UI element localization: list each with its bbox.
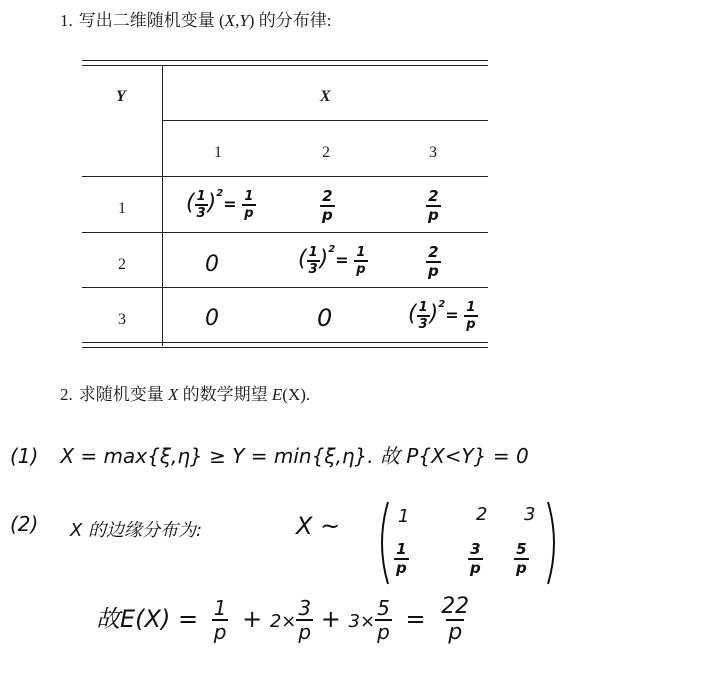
question-text-end: ) 的分布律:: [248, 11, 332, 30]
answer-part-1: [10, 440, 529, 469]
cell-2-1: 0: [205, 252, 219, 277]
table-top-rule-2: [82, 65, 488, 66]
comma: ,: [235, 11, 240, 30]
question-end: .: [305, 385, 311, 404]
right-paren: [546, 500, 560, 586]
expectation-arg: (X): [282, 385, 306, 404]
y-value: 3: [118, 311, 126, 328]
table-header-divider: [162, 66, 163, 346]
x-value: 1: [214, 144, 222, 161]
question-number: 1.: [60, 11, 73, 30]
part-1-text: X = max{ξ,η} ≥ Y = min{ξ,η}. 故 P{X<Y} = 0: [60, 444, 529, 468]
answer-part-2-label: (2): [10, 512, 39, 536]
prob-3: $\frac{5}{p}$: [516, 540, 527, 577]
var-x: X: [224, 11, 236, 30]
left-paren: [376, 500, 390, 586]
prob-1: $\frac{1}{p}$: [396, 540, 407, 577]
table-row-rule: [82, 176, 488, 177]
table-top-rule: [82, 60, 488, 61]
question-1: [60, 6, 331, 31]
term-2: $\frac{3}{p}$: [298, 596, 312, 644]
answer-part-2-intro: X 的边缘分布为:: [70, 520, 203, 541]
expectation-line: [96, 596, 471, 644]
expectation-symbol: E: [271, 385, 283, 404]
part-label: (1): [10, 444, 39, 468]
question-2: [60, 380, 310, 405]
table-row-rule: [82, 232, 488, 233]
value-1: 1: [398, 506, 410, 527]
y-value: 2: [118, 256, 126, 273]
expectation-prefix: 故E(X) =: [96, 605, 199, 633]
cell-1-1: ( $\frac{1}{3}$ )$^2$= $\frac{1}{p}$: [186, 188, 254, 221]
equals-sign: =: [405, 605, 426, 633]
table-row-rule: [82, 287, 488, 288]
plus-sign: +: [242, 605, 263, 633]
table-bottom-rule: [82, 342, 488, 343]
y-value: 1: [118, 200, 126, 217]
row-header-y: Y: [116, 88, 126, 105]
coef-2: 2×: [269, 611, 297, 632]
question-text: 写出二维随机变量 (: [78, 11, 225, 30]
x-value: 3: [429, 144, 437, 161]
term-3: $\frac{5}{p}$: [377, 596, 390, 644]
var-x: X: [168, 385, 179, 404]
cell-2-3: $\frac{2}{p}$: [428, 243, 439, 280]
question-text: 求随机变量: [78, 385, 168, 404]
cell-3-3: ( $\frac{1}{3}$ )$^2$= $\frac{1}{p}$: [408, 299, 476, 332]
cell-3-1: 0: [205, 306, 219, 331]
var-y: Y: [239, 11, 249, 30]
cell-2-2: ( $\frac{1}{3}$ )$^2$= $\frac{1}{p}$: [298, 244, 366, 277]
x-value: 2: [322, 144, 330, 161]
col-header-x: X: [320, 88, 331, 105]
question-text-mid: 的数学期望: [178, 385, 272, 404]
marginal-distribution-matrix: [376, 500, 562, 586]
marginal-distribution-lhs: X ~: [296, 512, 341, 540]
cell-1-3: $\frac{2}{p}$: [428, 187, 439, 224]
question-number: 2.: [60, 385, 73, 404]
prob-2: $\frac{3}{p}$: [470, 540, 481, 577]
result: $\frac{22}{p}$: [441, 594, 470, 645]
table-x-rule: [163, 120, 488, 121]
coef-3: 3×: [348, 611, 376, 632]
cell-3-2: 0: [317, 304, 333, 332]
cell-1-2: $\frac{2}{p}$: [322, 187, 333, 224]
plus-sign: +: [320, 605, 341, 633]
value-3: 3: [524, 504, 536, 525]
value-2: 2: [476, 504, 488, 525]
table-bottom-rule-2: [82, 347, 488, 348]
term-1: $\frac{1}{p}$: [213, 596, 227, 644]
